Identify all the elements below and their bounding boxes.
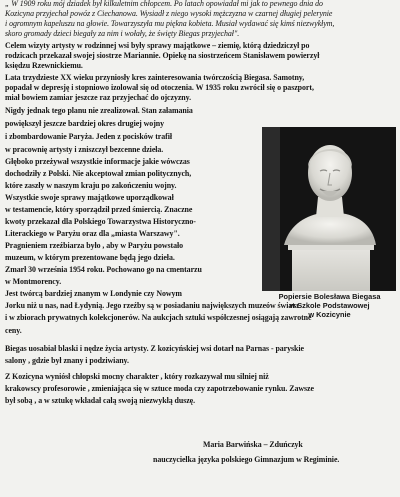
body-line: popadał w depresję i stopniowo izolował się od otoczenia. W 1935 roku zwrócił się o paszport,: [5, 83, 314, 92]
body-line: Nigdy jednak tego planu nie zrealizował. Stan załamania: [5, 106, 193, 115]
body-line: dochodziły z Polski. Nie akceptował zmian politycznych,: [5, 169, 192, 178]
body-line: Wszystkie swoje sprawy majątkowe uporządkował: [5, 193, 174, 202]
body-line: Literackiego w Paryżu oraz dla „miasta Warszawy".: [5, 229, 180, 238]
intro-line: księdzu Rzewnickiemu.: [5, 61, 83, 70]
quote-line: Kozicyna przyjechał powóz z Ciechanowa. Wysiadł z niego wysoki mężczyzna w czarnej długiej pelerynie: [5, 9, 333, 18]
body-line: krakowscy profesorowie , zmieniająca się w sztuce moda czy zapotrzebowanie rynku. Zawsze: [5, 384, 314, 393]
body-line: ceny.: [5, 326, 22, 335]
body-line: w pracownię artysty i zniszczył bezcenne dzieła.: [5, 145, 164, 154]
body-line: Głęboko przeżywał wszystkie informacje jakie wówczas: [5, 157, 190, 166]
quote-line: skoro gromady dzieci biegały za nim i wołały, że święty Biegas przyjechał".: [5, 29, 240, 38]
intro-line: rodzicach przekazał swojej siostrze Mariannie. Opiekę na siostrzeńcem Stanisławem powierzył: [5, 51, 320, 60]
author-role: nauczycielka języka polskiego Gimnazjum w Regiminie.: [153, 455, 340, 464]
quote-line: „ W 1909 roku mój dziadek był kilkuletnim chłopcem. Po latach opowiadał mi jak to pewnego dnia do: [5, 0, 323, 8]
body-line: Pragnieniem rzeźbiarza było , aby w Paryżu powstało: [5, 241, 184, 250]
author-name: Maria Barwińska – Zduńczyk: [203, 440, 303, 449]
body-line: muzeum, w którym prezentowane będą jego dzieła.: [5, 253, 175, 262]
bust-image: [262, 127, 396, 291]
quote-line: i ogromnym kapeluszu na głowie. Towarzyszyła mu piękna kobieta. Musiał wydawać się kimś niezwykłym,: [5, 19, 335, 28]
body-line: Jest twórcą bardziej znanym w Londynie czy Nowym: [5, 289, 182, 298]
body-line: i w zbiorach prywatnych kolekcjonerów. Na aukcjach sztuki współczesnej osiągają zawrotne: [5, 313, 312, 322]
body-line: był sobą , a w sztukę wkładał całą swoją niezwykłą duszę.: [5, 396, 196, 405]
photo-caption: w Szkole Podstawowej: [289, 301, 370, 310]
body-line: Z Kozicyna wyniósł chłopski mocny charakter , który rozkazywał mu silniej niż: [5, 372, 269, 381]
body-line: Zmarł 30 września 1954 roku. Pochowano go na cmentarzu: [5, 265, 202, 274]
intro-line: Celem wizyty artysty w rodzinnej wsi były sprawy majątkowe – ziemię, którą dziedziczył po: [5, 41, 310, 50]
body-line: powiększył jeszcze bardziej okres drugiej wojny: [5, 119, 165, 128]
body-line: które zaszły w naszym kraju po zakończeniu wojny.: [5, 181, 177, 190]
body-line: Biegas uosabiał blaski i nędze życia artysty. Z kozicyńskiej wsi dotarł na Parnas - paryskie: [5, 344, 304, 353]
body-line: Lata trzydzieste XX wieku przyniosły kres zainteresowania twórczością Biegasa. Samotny,: [5, 73, 305, 82]
photo-caption: w Kozicynie: [308, 310, 351, 319]
body-line: w Montmorency.: [5, 277, 62, 286]
body-line: miał bowiem zamiar jeszcze raz przyjechać do ojczyzny.: [5, 93, 192, 102]
photo-caption: Popiersie Bolesława Biegasa: [278, 292, 381, 301]
bust-photo: [262, 127, 396, 291]
body-line: Jorku niż u nas, nad Łydynią. Jego rzeźby są w posiadaniu największych muzeów świata: [5, 301, 299, 310]
body-line: kwoty przekazał dla Polskiego Towarzystwa Historyczno-: [5, 217, 196, 226]
body-line: w testamencie, który sporządził przed śmiercią. Znaczne: [5, 205, 193, 214]
body-line: i zbombardowanie Paryża. Jeden z pocisków trafił: [5, 132, 173, 141]
body-line: salony , gdzie był znany i podziwiany.: [5, 356, 129, 365]
